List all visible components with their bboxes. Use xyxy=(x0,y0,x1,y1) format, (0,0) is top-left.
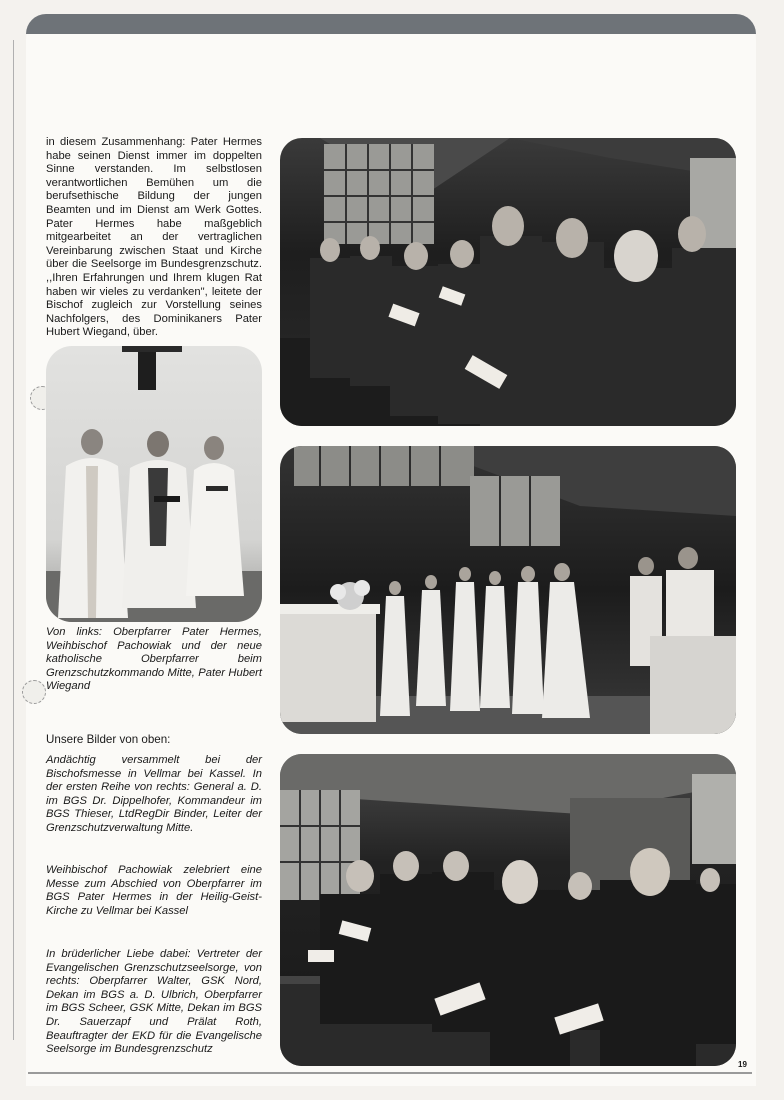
intro-paragraph: in diesem Zusammenhang: Pater Hermes habe seinen Dienst immer im doppelten Sinne verstanden. Im selbstlosen verantwortlichen Bemühen um die berufsethische Bildung der jungen Beamten und im Dienst am Werk Gottes. Pater Hermes habe maßgeblich mitgearbeitet an der vertraglichen Vereinbarung zwischen Staat und Kirche über die Seelsorge im Bundesgrenzschutz. ,,Ihren Erfahrungen und Ihrem klugen Rat haben wir vieles zu verdanken", leitete der Bischof zugleich zur Vorstellung seines Nachfolgers, des Dominikaners Pater Hubert Wiegand, über. xyxy=(46,136,262,339)
photo-three-clergymen xyxy=(46,346,262,622)
page-number: 19 xyxy=(738,1060,747,1069)
pictures-heading: Unsere Bilder von oben: xyxy=(46,733,171,746)
header-band xyxy=(26,14,756,34)
caption-middle-photo: Weihbischof Pachowiak zelebriert eine Messe zum Abschied von Oberpfarrer im BGS Pater Hermes in der Heilig-Geist-Kirche zu Vellmar bei Kassel xyxy=(46,864,262,917)
caption-bottom-photo: In brüderlicher Liebe dabei: Vertreter der Evangelischen Grenzschutzseelsorge, von rechts: Oberpfarrer Walter, GSK Nord, Dekan im BGS a. D. Ulbrich, Oberpfarrer im BGS Scheer, GSK Mitte, Dekan im BGS Dr. Sauerzapf und Prälat Roth, Beauftragter der EKD für die Evangelische Seelsorge im Bundesgrenzschutz xyxy=(46,948,262,1056)
photo-protestant-chaplains xyxy=(280,754,736,1066)
caption-top-photo: Andächtig versammelt bei der Bischofsmesse in Vellmar bei Kassel. In der ersten Reihe von rechts: General a. D. im BGS Dr. Dippelhofer, Kommandeur im BGS Thieser, LtdRegDir Binder, Leiter der Grenzschutzverwaltung Mitte. xyxy=(46,754,262,834)
photo-congregation-uniforms xyxy=(280,138,736,426)
left-margin-line xyxy=(13,40,14,1040)
photo-mass-at-altar xyxy=(280,446,736,734)
punch-hole-bottom xyxy=(22,680,46,704)
bottom-rule xyxy=(28,1072,752,1074)
small-photo-caption: Von links: Oberpfarrer Pater Hermes, Weihbischof Pachowiak und der neue katholische Oberpfarrer beim Grenzschutzkommando Mitte, Pater Hubert Wiegand xyxy=(46,626,262,693)
